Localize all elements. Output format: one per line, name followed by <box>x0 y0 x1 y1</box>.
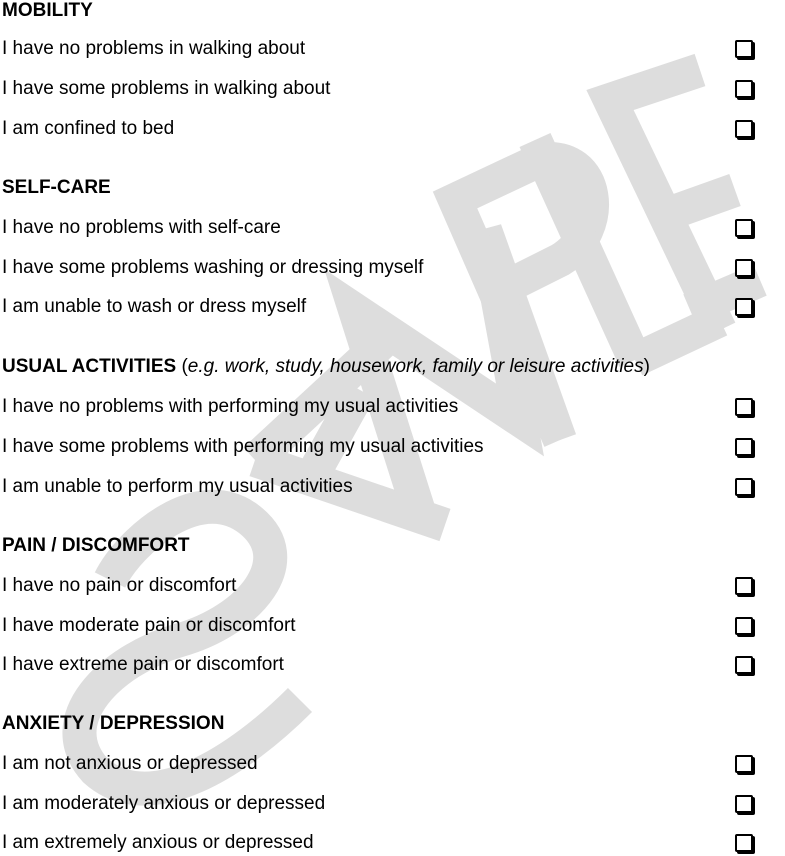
option-row[interactable] <box>2 77 762 101</box>
checkbox[interactable] <box>735 795 753 813</box>
option-row[interactable] <box>2 792 762 816</box>
checkbox[interactable] <box>735 219 753 237</box>
checkbox[interactable] <box>735 478 753 496</box>
option-row[interactable] <box>2 37 762 61</box>
section-heading-usual-activities <box>2 356 650 378</box>
option-label: I have no problems in walking about <box>2 38 306 59</box>
option-row[interactable] <box>2 216 762 240</box>
option-label: I have no problems with performing my usual activities <box>2 396 459 417</box>
option-label: I have some problems washing or dressing myself <box>2 257 424 278</box>
checkbox[interactable] <box>735 834 753 852</box>
checkbox[interactable] <box>735 298 753 316</box>
option-row[interactable] <box>2 752 762 776</box>
option-label: I am confined to bed <box>2 118 175 139</box>
section-heading-mobility: MOBILITY <box>2 0 93 21</box>
option-row[interactable] <box>2 614 762 638</box>
section-heading-note: (e.g. work, study, housework, family or leisure activities) <box>176 356 650 377</box>
option-row[interactable] <box>2 831 762 855</box>
option-label: I have some problems with performing my usual activities <box>2 436 484 457</box>
checkbox[interactable] <box>735 259 753 277</box>
option-label: I am unable to perform my usual activities <box>2 476 353 497</box>
checkbox[interactable] <box>735 617 753 635</box>
option-row[interactable] <box>2 475 762 499</box>
checkbox[interactable] <box>735 40 753 58</box>
checkbox[interactable] <box>735 398 753 416</box>
option-label: I am moderately anxious or depressed <box>2 793 326 814</box>
checkbox[interactable] <box>735 438 753 456</box>
option-row[interactable] <box>2 574 762 598</box>
checkbox[interactable] <box>735 577 753 595</box>
option-row[interactable] <box>2 117 762 141</box>
option-row[interactable] <box>2 653 762 677</box>
section-heading-anxiety-depression: ANXIETY / DEPRESSION <box>2 713 225 734</box>
checkbox[interactable] <box>735 80 753 98</box>
option-label: I have no problems with self-care <box>2 217 281 238</box>
option-label: I have no pain or discomfort <box>2 575 237 596</box>
option-label: I am unable to wash or dress myself <box>2 296 307 317</box>
checkbox[interactable] <box>735 120 753 138</box>
option-label: I am not anxious or depressed <box>2 753 258 774</box>
section-heading-self-care: SELF-CARE <box>2 177 111 198</box>
option-label: I have some problems in walking about <box>2 78 331 99</box>
option-label: I have extreme pain or discomfort <box>2 654 284 675</box>
checkbox[interactable] <box>735 656 753 674</box>
option-label: I am extremely anxious or depressed <box>2 832 314 853</box>
section-heading-pain-discomfort: PAIN / DISCOMFORT <box>2 535 190 556</box>
checkbox[interactable] <box>735 755 753 773</box>
option-row[interactable] <box>2 256 762 280</box>
option-label: I have moderate pain or discomfort <box>2 615 296 636</box>
section-heading-text: USUAL ACTIVITIES <box>2 356 177 377</box>
option-row[interactable] <box>2 395 762 419</box>
option-row[interactable] <box>2 435 762 459</box>
option-row[interactable] <box>2 295 762 319</box>
